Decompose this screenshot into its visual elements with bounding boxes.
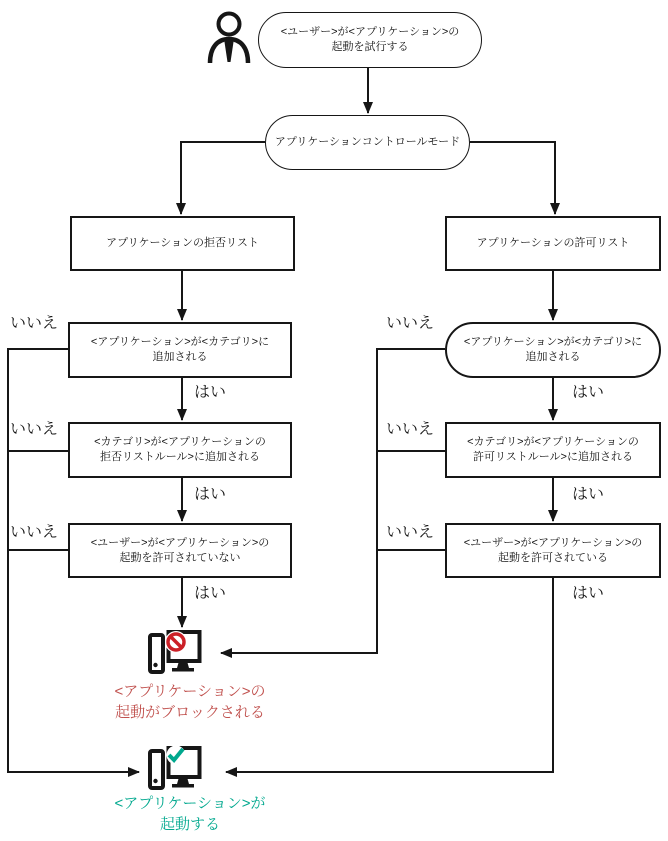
node-allowlist-label: アプリケーションの許可リスト bbox=[476, 237, 630, 249]
edge-label-no: いいえ bbox=[10, 524, 59, 541]
node-control-mode-label: アプリケーションコントロールモード bbox=[274, 136, 461, 148]
outcome-blocked-line1: <アプリケーション>の bbox=[114, 683, 266, 700]
edge-label-yes: はい bbox=[194, 486, 227, 503]
node-allow-step-user bbox=[445, 523, 661, 578]
outcome-started bbox=[78, 793, 302, 835]
node-control-mode bbox=[265, 115, 470, 170]
node-text: 許可リストルール>に追加される bbox=[473, 451, 633, 463]
edge-label-no: いいえ bbox=[386, 524, 435, 541]
node-start-line2: 起動を試行する bbox=[331, 41, 409, 53]
node-text: <アプリケーション>が<カテゴリ>に bbox=[463, 336, 643, 348]
node-deny-step-user bbox=[68, 523, 292, 578]
node-start-line1: <ユーザー>が<アプリケーション>の bbox=[280, 26, 460, 38]
outcome-started-line2: 起動する bbox=[159, 816, 220, 833]
outcome-started-line1: <アプリケーション>が bbox=[114, 795, 266, 812]
computer-check-icon bbox=[148, 746, 202, 794]
node-text: 起動を許可されていない bbox=[119, 551, 241, 564]
edge-label-no: いいえ bbox=[10, 421, 59, 438]
node-text: <ユーザー>が<アプリケーション>の bbox=[463, 536, 643, 549]
node-deny-step-category bbox=[68, 322, 292, 378]
node-denylist bbox=[70, 216, 295, 271]
node-allowlist bbox=[445, 216, 661, 271]
computer-blocked-icon bbox=[148, 630, 202, 678]
node-allow-step-rule bbox=[445, 422, 661, 478]
outcome-blocked-line2: 起動がブロックされる bbox=[115, 704, 265, 721]
node-deny-step-rule bbox=[68, 422, 292, 478]
node-text: <アプリケーション>が<カテゴリ>に bbox=[90, 336, 270, 348]
outcome-blocked bbox=[78, 681, 302, 723]
node-text: <カテゴリ>が<アプリケーションの bbox=[94, 436, 266, 448]
node-text: <カテゴリ>が<アプリケーションの bbox=[467, 436, 639, 448]
node-text: <ユーザー>が<アプリケーション>の bbox=[90, 536, 270, 549]
node-text: 起動を許可されている bbox=[498, 551, 608, 564]
node-text: 追加される bbox=[152, 351, 208, 363]
edge-label-yes: はい bbox=[572, 384, 605, 401]
node-start-event bbox=[258, 12, 482, 68]
node-denylist-label: アプリケーションの拒否リスト bbox=[106, 237, 259, 249]
node-text: 拒否リストルール>に追加される bbox=[100, 451, 260, 463]
edge-label-yes: はい bbox=[194, 585, 227, 602]
node-text: 追加される bbox=[525, 351, 581, 363]
person-icon bbox=[206, 10, 252, 64]
node-allow-step-category bbox=[445, 322, 661, 378]
edge-label-no: いいえ bbox=[386, 421, 435, 438]
edge-label-yes: はい bbox=[194, 384, 227, 401]
edge-label-yes: はい bbox=[572, 486, 605, 503]
edge-label-no: いいえ bbox=[10, 315, 59, 332]
edge-label-yes: はい bbox=[572, 585, 605, 602]
edge-label-no: いいえ bbox=[386, 315, 435, 332]
